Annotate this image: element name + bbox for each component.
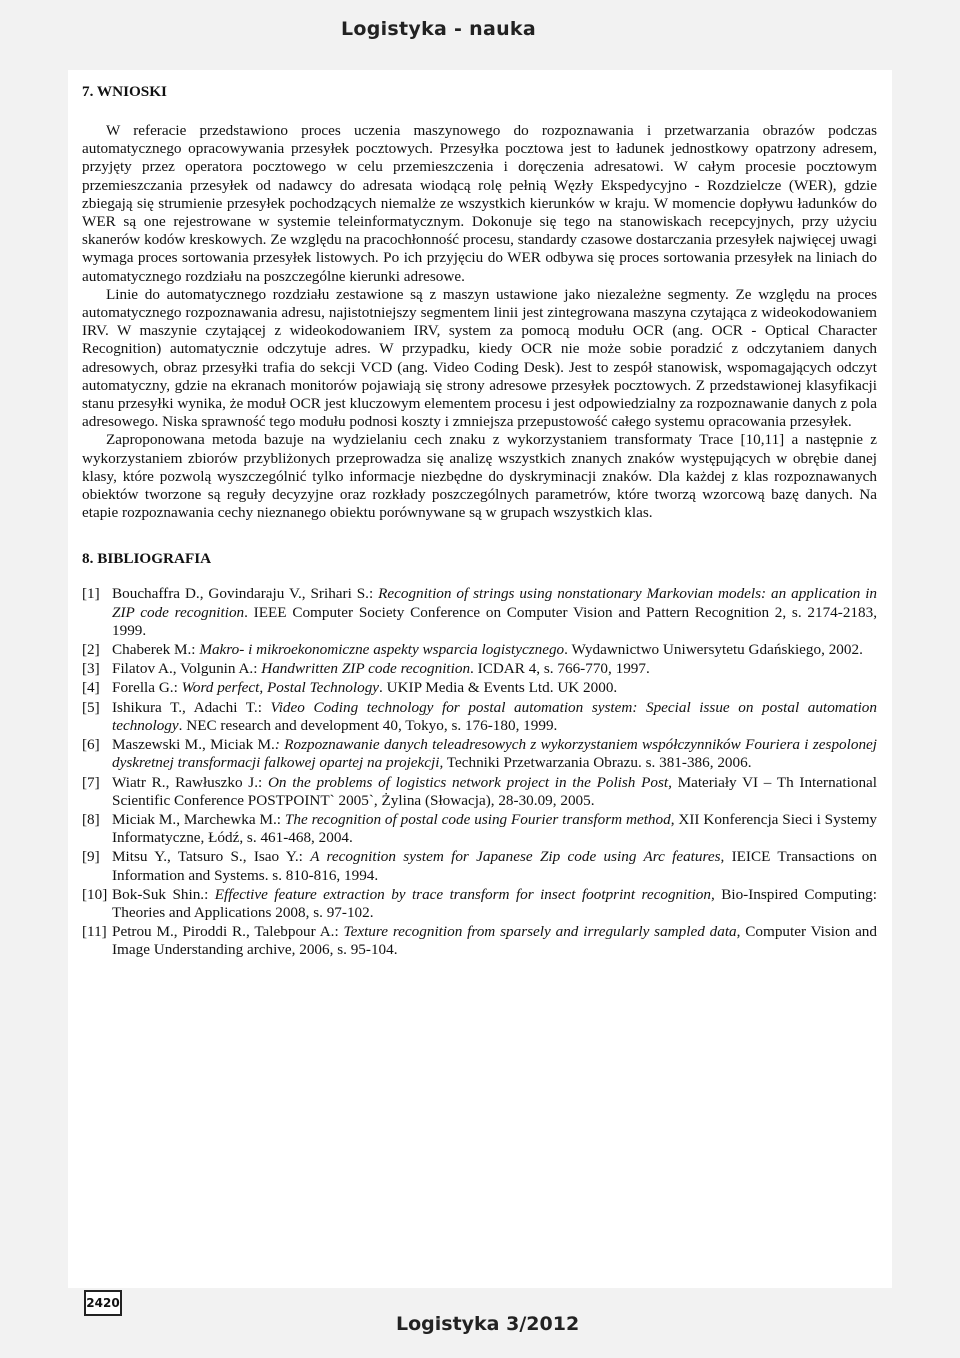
entry-title: Recognition of strings using nonstationary Markovian models: an application in ZIP code recognition	[112, 585, 878, 621]
entry-details: . Wydawnictwo Uniwersytetu Gdańskiego, 2002.	[564, 641, 863, 659]
entry-number: [9]	[82, 848, 100, 866]
entry-number: [7]	[82, 773, 100, 791]
entry-number: [5]	[82, 698, 100, 716]
entry-details: . IEEE Computer Society Conference on Computer Vision and Pattern Recognition 2, s. 2174-2183, 1999.	[112, 603, 877, 639]
entry-details: Materiały VI – Th International Scientific Conference POSTPOINT` 2005`, Żylina (Słowacja), 28-30.09, 2005.	[112, 773, 877, 809]
bibliography-heading: 8. BIBLIOGRAFIA	[82, 550, 212, 568]
entry-title: Texture recognition from sparsely and irregularly sampled data	[343, 923, 737, 941]
entry-number: [3]	[82, 660, 100, 678]
entry-title: A recognition system for Japanese Zip code using Arc features,	[310, 848, 725, 866]
journal-issue: Logistyka 3/2012	[396, 1313, 580, 1335]
entry-number: [4]	[82, 679, 100, 697]
entry-number: [11]	[82, 923, 107, 941]
page-sheet	[68, 70, 892, 1288]
bibliography-entry	[82, 641, 877, 659]
entry-number: [8]	[82, 810, 100, 828]
entry-authors: Miciak M., Marchewka M.:	[112, 810, 285, 828]
bibliography-entry	[82, 660, 877, 678]
entry-details: IEICE Transactions on Information and Systems. s. 810-816, 1994.	[112, 848, 877, 884]
entry-details: . ICDAR 4, s. 766-770, 1997.	[470, 660, 650, 678]
entry-details: , Computer Vision and Image Understanding archive, 2006, s. 95-104.	[112, 923, 877, 959]
entry-title: The recognition of postal code using Fourier transform method	[284, 810, 671, 828]
entry-authors: Bok-Suk Shin.:	[112, 885, 215, 903]
entry-authors: Petrou M., Piroddi R., Talebpour A.:	[112, 923, 344, 941]
page-number-box: 2420	[84, 1290, 122, 1316]
entry-title: : Rozpoznawanie danych teleadresowych z wykorzystaniem współczynników Fouriera i zespolonej dyskretnej transformacji falkowej opartej na projekcji,	[112, 736, 878, 772]
entry-authors: Wiatr R., Rawłuszko J.:	[112, 773, 268, 791]
bibliography-entry	[82, 848, 877, 884]
entry-authors: Bouchaffra D., Govindaraju V., Srihari S.:	[112, 585, 379, 603]
bibliography-entry	[82, 886, 877, 922]
entry-title: On the problems of logistics network project in the Polish Post,	[267, 773, 672, 791]
entry-title: Word perfect, Postal Technology	[181, 679, 380, 697]
conclusions-paragraph: W referacie przedstawiono proces uczenia maszynowego do rozpoznawania i przetwarzania obrazów podczas automatycznego opracowywania przesyłek pocztowych. Przesyłka pocztowa jest to ładunek jednostkowy opatrzony adresem, przyjęty przez operatora pocztowego w celu przemieszczenia i doręczenia adresatowi. W całym procesie pocztowym przemieszczania przesyłek od nadawcy do adresata wiodącą rolę pełnią Węzły Ekspedycyjno - Rozdzielcze (WER), gdzie zbiegają się strumienie przesyłek pochodzących niemalże ze wszystkich kierunków w kraju. W momencie dopływu ładunków do WER są one rejestrowane w systemie teleinformatycznym. Dokonuje się tego na stanowiskach recepcyjnych, przy użyciu skanerów kodów kreskowych. Ze względu na pracochłonność procesu, standardy czasowe dostarczania przesyłek najwięcej uwagi wymaga proces sortowania przesyłek listowych. Po ich przyjęciu do WER odbywa się proces sortowania przesyłek na liniach do automatycznego rozdziału na poszczególne kierunki adresowe.	[82, 122, 877, 285]
entry-details: . UKIP Media & Events Ltd. UK 2000.	[379, 679, 618, 697]
bibliography-entry	[82, 585, 877, 640]
bibliography-entry	[82, 923, 877, 959]
entry-authors: Forella G.:	[112, 679, 182, 697]
entry-number: [6]	[82, 736, 100, 754]
entry-title: Handwritten ZIP code recognition	[261, 660, 471, 678]
bibliography-entry	[82, 774, 877, 810]
entry-authors: Mitsu Y., Tatsuro S., Isao Y.:	[112, 848, 311, 866]
entry-authors: Ishikura T., Adachi T.:	[112, 698, 271, 716]
entry-number: [1]	[82, 585, 100, 603]
conclusions-paragraph: Zaproponowana metoda bazuje na wydzielaniu cech znaku z wykorzystaniem transformaty Trace [10,11] a następnie z wykorzystaniem zbiorów przybliżonych przeprowadza się analizę wszystkich znanych znaków występujących w obrębie danej klasy, które pozwolą wyszczególnić tylko informacje niezbędne do dyskryminacji znaków. Dla każdej z klas rozpoznawanych obiektów tworzone są reguły decyzyjne oraz rozkłady poszczególnych parametrów, które tworzą wzorcową bazę danych. Na etapie rozpoznawania cechy nieznanego obiektu porównywane są w grupach wszystkich klas.	[82, 431, 877, 522]
entry-number: [2]	[82, 641, 100, 659]
article-body	[82, 80, 877, 961]
entry-authors: Chaberek M.:	[112, 641, 200, 659]
entry-title: Effective feature extraction by trace transform for insect footprint recognition,	[214, 885, 715, 903]
entry-details: Bio-Inspired Computing: Theories and Applications 2008, s. 97-102.	[112, 885, 877, 921]
entry-number: [10]	[82, 885, 108, 903]
entry-details: Techniki Przetwarzania Obrazu. s. 381-386, 2006.	[443, 754, 752, 772]
bibliography-entry	[82, 679, 877, 697]
conclusions-heading: 7. WNIOSKI	[82, 83, 167, 100]
bibliography-entry	[82, 811, 877, 847]
entry-authors: Maszewski M., Miciak M.	[112, 736, 275, 754]
bibliography-list	[82, 585, 877, 959]
bibliography-entry	[82, 699, 877, 735]
entry-details: , XII Konferencja Sieci i Systemy Informatyczne, Łódź, s. 461-468, 2004.	[112, 810, 878, 847]
entry-details: . NEC research and development 40, Tokyo, s. 176-180, 1999.	[178, 716, 558, 734]
bibliography-entry	[82, 736, 877, 772]
entry-title: Makro- i mikroekonomiczne aspekty wsparcia logistycznego	[199, 641, 565, 659]
entry-authors: Filatov A., Volgunin A.:	[112, 660, 262, 678]
entry-title: Video Coding technology for postal automation system: Special issue on postal automation technology	[112, 698, 877, 734]
conclusions-paragraph: Linie do automatycznego rozdziału zestawione są z maszyn ustawione jako niezależne segmenty. Ze względu na proces automatycznego rozpoznawania adresu, najistotniejszy segmentem linii jest zintegrowana maszyna czytająca z wideokodowaniem IRV. W maszynie czytającej z wideokodowaniem IRV, system za pomocą modułu OCR (ang. OCR - Optical Character Recognition) automatycznie odczytuje adres. W przypadku, kiedy OCR nie może sobie poradzić z odczytaniem danych adresowych, obraz przesyłki trafia do sekcji VCD (ang. Video Coding Desk). Jest to zespół stanowisk, wspomagających odczyt automatyczny, gdzie na ekranach monitorów pojawiają się strony adresowe przesyłek pocztowych. Z przedstawionej klasyfikacji stanu przesyłki wynika, że moduł OCR jest kluczowym elementem procesu i jest odpowiedzialny za rozpoznawanie danych z pola adresowego. Niska sprawność tego modułu podnosi koszty i zmniejsza przepustowość całego systemu opracowania przesyłek.	[82, 285, 877, 431]
running-header: Logistyka - nauka	[340, 18, 536, 40]
